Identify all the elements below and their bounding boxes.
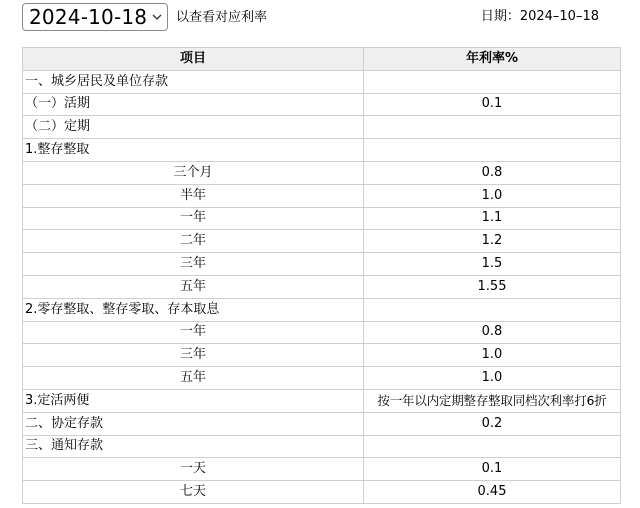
row-item-cell: 2.零存整取、整存零取、存本取息	[23, 298, 364, 321]
row-item-cell: 半年	[23, 184, 364, 207]
row-rate-cell: 按一年以内定期整存整取同档次利率打6折	[364, 389, 621, 412]
row-rate-cell	[364, 70, 621, 93]
row-item-cell: 二年	[23, 230, 364, 253]
row-rate-cell: 0.8	[364, 321, 621, 344]
row-rate-cell	[364, 139, 621, 162]
row-item-cell: 一年	[23, 207, 364, 230]
table-row	[23, 298, 621, 321]
date-hint: 以查看对应利率	[176, 10, 268, 25]
chevron-down-icon	[151, 11, 163, 23]
row-rate-cell	[364, 435, 621, 458]
row-item-cell: 三、通知存款	[23, 435, 364, 458]
date-readout: 日期：2024–10–18	[480, 9, 599, 24]
row-rate-cell: 0.2	[364, 412, 621, 435]
table-row	[23, 275, 621, 298]
row-rate-cell: 1.0	[364, 367, 621, 390]
row-item-cell: 五年	[23, 275, 364, 298]
row-item-cell: 三个月	[23, 161, 364, 184]
row-rate-cell: 1.2	[364, 230, 621, 253]
date-select-value: 2024-10-18	[29, 5, 148, 29]
row-rate-cell	[364, 298, 621, 321]
table-row	[23, 481, 621, 504]
row-rate-cell: 1.55	[364, 275, 621, 298]
row-rate-cell: 0.8	[364, 161, 621, 184]
table-row	[23, 184, 621, 207]
row-item-cell: 一年	[23, 321, 364, 344]
row-item-cell: （一）活期	[23, 93, 364, 116]
table-row	[23, 435, 621, 458]
table-row	[23, 367, 621, 390]
row-item-cell: 七天	[23, 481, 364, 504]
row-rate-cell: 0.1	[364, 458, 621, 481]
row-rate-cell: 0.1	[364, 93, 621, 116]
row-item-cell: 五年	[23, 367, 364, 390]
column-header-rate: 年利率%	[364, 48, 621, 71]
table-row	[23, 70, 621, 93]
row-item-cell: （二）定期	[23, 116, 364, 139]
table-header-row	[23, 48, 621, 71]
row-item-cell: 一天	[23, 458, 364, 481]
date-select[interactable]	[22, 3, 168, 31]
row-item-cell: 1.整存整取	[23, 139, 364, 162]
table-row	[23, 161, 621, 184]
top-bar	[22, 3, 622, 33]
table-row	[23, 344, 621, 367]
row-rate-cell: 0.45	[364, 481, 621, 504]
rate-table-body	[23, 70, 621, 503]
rate-table	[22, 47, 621, 504]
row-rate-cell: 1.0	[364, 184, 621, 207]
table-row	[23, 389, 621, 412]
row-item-cell: 3.定活两便	[23, 389, 364, 412]
table-row	[23, 253, 621, 276]
table-row	[23, 116, 621, 139]
column-header-item: 项目	[23, 48, 364, 71]
row-item-cell: 三年	[23, 253, 364, 276]
row-rate-cell	[364, 116, 621, 139]
table-row	[23, 139, 621, 162]
table-row	[23, 321, 621, 344]
table-row	[23, 207, 621, 230]
row-item-cell: 一、城乡居民及单位存款	[23, 70, 364, 93]
table-row	[23, 93, 621, 116]
table-row	[23, 458, 621, 481]
row-rate-cell: 1.0	[364, 344, 621, 367]
table-row	[23, 230, 621, 253]
row-rate-cell: 1.1	[364, 207, 621, 230]
row-item-cell: 二、协定存款	[23, 412, 364, 435]
row-rate-cell: 1.5	[364, 253, 621, 276]
row-item-cell: 三年	[23, 344, 364, 367]
table-row	[23, 412, 621, 435]
